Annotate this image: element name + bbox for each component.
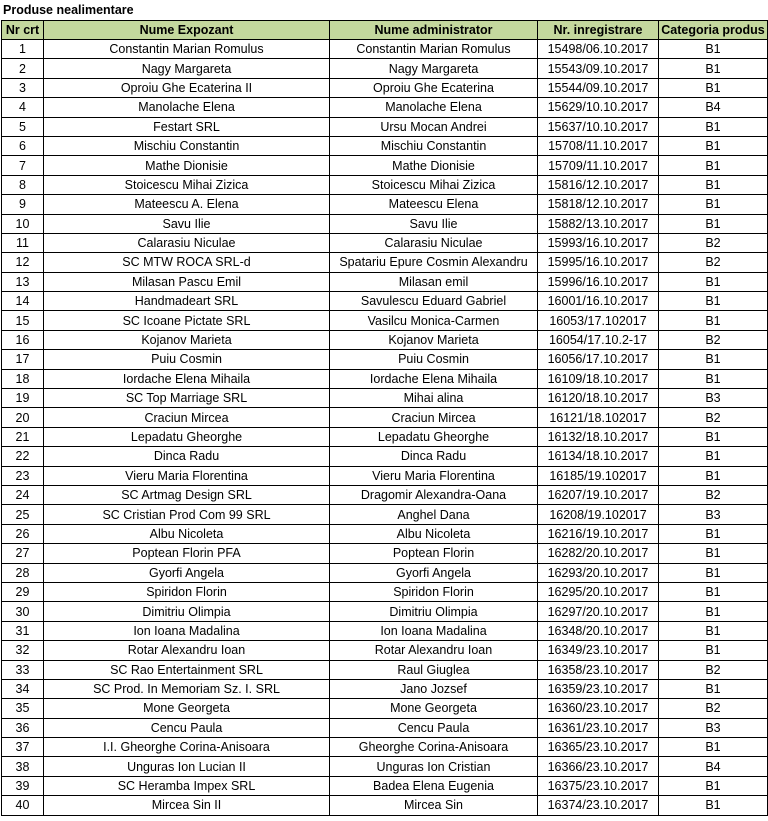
cell-nr-inregistrare: 16001/16.10.2017 bbox=[538, 292, 659, 311]
cell-categoria-produs: B1 bbox=[659, 214, 768, 233]
cell-nume-administrator: Manolache Elena bbox=[330, 98, 538, 117]
cell-nume-expozant: SC Icoane Pictate SRL bbox=[44, 311, 330, 330]
cell-categoria-produs: B1 bbox=[659, 466, 768, 485]
table-row bbox=[2, 796, 768, 815]
cell-nr-inregistrare: 15882/13.10.2017 bbox=[538, 214, 659, 233]
table-row bbox=[2, 427, 768, 446]
cell-nume-administrator: Badea Elena Eugenia bbox=[330, 776, 538, 795]
cell-nr-inregistrare: 16359/23.10.2017 bbox=[538, 679, 659, 698]
cell-categoria-produs: B1 bbox=[659, 311, 768, 330]
cell-nr-inregistrare: 15816/12.10.2017 bbox=[538, 175, 659, 194]
cell-nr-crt: 2 bbox=[2, 59, 44, 78]
cell-nume-expozant: Mathe Dionisie bbox=[44, 156, 330, 175]
cell-nr-crt: 8 bbox=[2, 175, 44, 194]
cell-nume-administrator: Stoicescu Mihai Zizica bbox=[330, 175, 538, 194]
cell-nume-administrator: Ion Ioana Madalina bbox=[330, 621, 538, 640]
table-body bbox=[2, 40, 768, 816]
cell-nume-administrator: Mateescu Elena bbox=[330, 195, 538, 214]
cell-nr-crt: 4 bbox=[2, 98, 44, 117]
cell-categoria-produs: B2 bbox=[659, 660, 768, 679]
table-row bbox=[2, 563, 768, 582]
cell-nume-administrator: Milasan emil bbox=[330, 272, 538, 291]
cell-nume-administrator: Albu Nicoleta bbox=[330, 524, 538, 543]
cell-nr-inregistrare: 15818/12.10.2017 bbox=[538, 195, 659, 214]
cell-nr-crt: 33 bbox=[2, 660, 44, 679]
cell-categoria-produs: B1 bbox=[659, 175, 768, 194]
table-row bbox=[2, 59, 768, 78]
cell-nr-crt: 11 bbox=[2, 233, 44, 252]
cell-categoria-produs: B1 bbox=[659, 350, 768, 369]
cell-nr-inregistrare: 15995/16.10.2017 bbox=[538, 253, 659, 272]
cell-nr-crt: 14 bbox=[2, 292, 44, 311]
cell-nr-crt: 38 bbox=[2, 757, 44, 776]
table-row bbox=[2, 466, 768, 485]
cell-nume-administrator: Spiridon Florin bbox=[330, 582, 538, 601]
cell-categoria-produs: B1 bbox=[659, 796, 768, 815]
cell-nume-administrator: Mone Georgeta bbox=[330, 699, 538, 718]
table-row bbox=[2, 369, 768, 388]
cell-categoria-produs: B1 bbox=[659, 272, 768, 291]
table-row bbox=[2, 175, 768, 194]
table-row bbox=[2, 156, 768, 175]
cell-nr-inregistrare: 15708/11.10.2017 bbox=[538, 136, 659, 155]
cell-nr-crt: 25 bbox=[2, 505, 44, 524]
table-row bbox=[2, 582, 768, 601]
cell-nume-administrator: Dinca Radu bbox=[330, 447, 538, 466]
cell-nume-expozant: Rotar Alexandru Ioan bbox=[44, 641, 330, 660]
cell-nume-administrator: Dimitriu Olimpia bbox=[330, 602, 538, 621]
cell-nr-inregistrare: 15498/06.10.2017 bbox=[538, 40, 659, 59]
cell-nume-administrator: Jano Jozsef bbox=[330, 679, 538, 698]
cell-nr-crt: 16 bbox=[2, 330, 44, 349]
cell-nume-expozant: Dinca Radu bbox=[44, 447, 330, 466]
cell-nume-expozant: Oproiu Ghe Ecaterina II bbox=[44, 78, 330, 97]
cell-nr-crt: 22 bbox=[2, 447, 44, 466]
cell-nume-expozant: SC Cristian Prod Com 99 SRL bbox=[44, 505, 330, 524]
cell-nr-crt: 26 bbox=[2, 524, 44, 543]
cell-nr-crt: 34 bbox=[2, 679, 44, 698]
cell-nr-inregistrare: 16185/19.102017 bbox=[538, 466, 659, 485]
table-row bbox=[2, 505, 768, 524]
cell-categoria-produs: B1 bbox=[659, 59, 768, 78]
cell-nume-expozant: SC Artmag Design SRL bbox=[44, 485, 330, 504]
cell-categoria-produs: B4 bbox=[659, 98, 768, 117]
cell-nr-inregistrare: 16056/17.10.2017 bbox=[538, 350, 659, 369]
cell-nr-crt: 23 bbox=[2, 466, 44, 485]
cell-categoria-produs: B1 bbox=[659, 447, 768, 466]
table-row bbox=[2, 524, 768, 543]
cell-nume-administrator: Gheorghe Corina-Anisoara bbox=[330, 738, 538, 757]
cell-nume-administrator: Ursu Mocan Andrei bbox=[330, 117, 538, 136]
cell-nr-crt: 40 bbox=[2, 796, 44, 815]
cell-nr-crt: 15 bbox=[2, 311, 44, 330]
table-row bbox=[2, 621, 768, 640]
cell-nume-administrator: Iordache Elena Mihaila bbox=[330, 369, 538, 388]
cell-nume-administrator: Oproiu Ghe Ecaterina bbox=[330, 78, 538, 97]
table-row bbox=[2, 699, 768, 718]
cell-nr-crt: 30 bbox=[2, 602, 44, 621]
cell-nr-crt: 6 bbox=[2, 136, 44, 155]
cell-nr-crt: 28 bbox=[2, 563, 44, 582]
cell-categoria-produs: B2 bbox=[659, 408, 768, 427]
cell-nr-crt: 10 bbox=[2, 214, 44, 233]
cell-nr-crt: 17 bbox=[2, 350, 44, 369]
cell-nume-expozant: Nagy Margareta bbox=[44, 59, 330, 78]
cell-nume-expozant: SC Prod. In Memoriam Sz. I. SRL bbox=[44, 679, 330, 698]
table-row bbox=[2, 718, 768, 737]
cell-nr-crt: 19 bbox=[2, 389, 44, 408]
header-nume-expozant: Nume Expozant bbox=[44, 21, 330, 40]
cell-categoria-produs: B1 bbox=[659, 292, 768, 311]
exhibitor-table bbox=[1, 20, 768, 816]
cell-nr-crt: 32 bbox=[2, 641, 44, 660]
cell-categoria-produs: B1 bbox=[659, 563, 768, 582]
cell-nr-crt: 3 bbox=[2, 78, 44, 97]
table-row bbox=[2, 544, 768, 563]
table-row bbox=[2, 408, 768, 427]
sheet-title: Produse nealimentare bbox=[3, 3, 134, 17]
cell-nr-inregistrare: 16365/23.10.2017 bbox=[538, 738, 659, 757]
table-row bbox=[2, 40, 768, 59]
cell-nr-inregistrare: 16366/23.10.2017 bbox=[538, 757, 659, 776]
table-row bbox=[2, 485, 768, 504]
cell-nume-expozant: Stoicescu Mihai Zizica bbox=[44, 175, 330, 194]
cell-nume-expozant: Spiridon Florin bbox=[44, 582, 330, 601]
cell-categoria-produs: B2 bbox=[659, 330, 768, 349]
header-row bbox=[2, 21, 768, 40]
table-row bbox=[2, 78, 768, 97]
cell-categoria-produs: B1 bbox=[659, 117, 768, 136]
cell-categoria-produs: B1 bbox=[659, 544, 768, 563]
cell-nume-administrator: Mischiu Constantin bbox=[330, 136, 538, 155]
cell-categoria-produs: B3 bbox=[659, 389, 768, 408]
cell-nume-administrator: Mathe Dionisie bbox=[330, 156, 538, 175]
cell-nume-expozant: SC Heramba Impex SRL bbox=[44, 776, 330, 795]
cell-categoria-produs: B1 bbox=[659, 427, 768, 446]
cell-nume-expozant: Puiu Cosmin bbox=[44, 350, 330, 369]
cell-nume-administrator: Vasilcu Monica-Carmen bbox=[330, 311, 538, 330]
cell-categoria-produs: B1 bbox=[659, 776, 768, 795]
table-row bbox=[2, 233, 768, 252]
cell-nume-expozant: Cencu Paula bbox=[44, 718, 330, 737]
cell-nr-crt: 21 bbox=[2, 427, 44, 446]
header-nr-crt: Nr crt bbox=[2, 21, 44, 40]
cell-nume-administrator: Unguras Ion Cristian bbox=[330, 757, 538, 776]
table-row bbox=[2, 136, 768, 155]
cell-nr-inregistrare: 16132/18.10.2017 bbox=[538, 427, 659, 446]
cell-nume-administrator: Vieru Maria Florentina bbox=[330, 466, 538, 485]
cell-nume-administrator: Raul Giuglea bbox=[330, 660, 538, 679]
cell-categoria-produs: B1 bbox=[659, 156, 768, 175]
cell-nume-expozant: Mischiu Constantin bbox=[44, 136, 330, 155]
cell-nr-crt: 29 bbox=[2, 582, 44, 601]
table-row bbox=[2, 253, 768, 272]
cell-nr-inregistrare: 15709/11.10.2017 bbox=[538, 156, 659, 175]
header-nume-administrator: Nume administrator bbox=[330, 21, 538, 40]
cell-nr-inregistrare: 16297/20.10.2017 bbox=[538, 602, 659, 621]
cell-nr-crt: 31 bbox=[2, 621, 44, 640]
cell-nume-expozant: Handmadeart SRL bbox=[44, 292, 330, 311]
cell-nr-inregistrare: 16375/23.10.2017 bbox=[538, 776, 659, 795]
cell-nume-administrator: Mircea Sin bbox=[330, 796, 538, 815]
cell-nr-inregistrare: 15993/16.10.2017 bbox=[538, 233, 659, 252]
cell-nr-crt: 18 bbox=[2, 369, 44, 388]
cell-categoria-produs: B4 bbox=[659, 757, 768, 776]
cell-nume-expozant: SC Top Marriage SRL bbox=[44, 389, 330, 408]
header-nr-inregistrare: Nr. inregistrare bbox=[538, 21, 659, 40]
cell-categoria-produs: B3 bbox=[659, 505, 768, 524]
cell-nr-inregistrare: 16358/23.10.2017 bbox=[538, 660, 659, 679]
cell-nume-administrator: Nagy Margareta bbox=[330, 59, 538, 78]
cell-nr-crt: 9 bbox=[2, 195, 44, 214]
cell-nr-inregistrare: 15629/10.10.2017 bbox=[538, 98, 659, 117]
cell-categoria-produs: B2 bbox=[659, 233, 768, 252]
cell-nume-expozant: SC MTW ROCA SRL-d bbox=[44, 253, 330, 272]
cell-nr-inregistrare: 16348/20.10.2017 bbox=[538, 621, 659, 640]
cell-nr-inregistrare: 16054/17.10.2-17 bbox=[538, 330, 659, 349]
cell-nr-inregistrare: 16121/18.102017 bbox=[538, 408, 659, 427]
cell-categoria-produs: B1 bbox=[659, 602, 768, 621]
cell-nr-inregistrare: 16282/20.10.2017 bbox=[538, 544, 659, 563]
cell-nr-inregistrare: 16120/18.10.2017 bbox=[538, 389, 659, 408]
cell-nr-inregistrare: 16208/19.102017 bbox=[538, 505, 659, 524]
cell-nr-inregistrare: 16374/23.10.2017 bbox=[538, 796, 659, 815]
table-row bbox=[2, 311, 768, 330]
cell-categoria-produs: B1 bbox=[659, 136, 768, 155]
cell-categoria-produs: B3 bbox=[659, 718, 768, 737]
cell-nr-crt: 13 bbox=[2, 272, 44, 291]
cell-nr-inregistrare: 15543/09.10.2017 bbox=[538, 59, 659, 78]
cell-nr-inregistrare: 15996/16.10.2017 bbox=[538, 272, 659, 291]
cell-nume-administrator: Poptean Florin bbox=[330, 544, 538, 563]
cell-nr-inregistrare: 16109/18.10.2017 bbox=[538, 369, 659, 388]
cell-nr-inregistrare: 15637/10.10.2017 bbox=[538, 117, 659, 136]
cell-nume-administrator: Anghel Dana bbox=[330, 505, 538, 524]
cell-categoria-produs: B1 bbox=[659, 524, 768, 543]
table-row bbox=[2, 757, 768, 776]
cell-nr-inregistrare: 16349/23.10.2017 bbox=[538, 641, 659, 660]
table-row bbox=[2, 776, 768, 795]
cell-categoria-produs: B1 bbox=[659, 738, 768, 757]
cell-nume-expozant: Mone Georgeta bbox=[44, 699, 330, 718]
table-row bbox=[2, 272, 768, 291]
table-row bbox=[2, 389, 768, 408]
cell-nume-expozant: Ion Ioana Madalina bbox=[44, 621, 330, 640]
cell-nr-crt: 1 bbox=[2, 40, 44, 59]
table-row bbox=[2, 195, 768, 214]
cell-nr-inregistrare: 16216/19.10.2017 bbox=[538, 524, 659, 543]
cell-nume-administrator: Gyorfi Angela bbox=[330, 563, 538, 582]
cell-nr-crt: 39 bbox=[2, 776, 44, 795]
table-row bbox=[2, 350, 768, 369]
table-row bbox=[2, 117, 768, 136]
cell-categoria-produs: B1 bbox=[659, 369, 768, 388]
cell-nume-administrator: Lepadatu Gheorghe bbox=[330, 427, 538, 446]
cell-categoria-produs: B1 bbox=[659, 679, 768, 698]
cell-nr-crt: 37 bbox=[2, 738, 44, 757]
table-row bbox=[2, 641, 768, 660]
cell-nr-inregistrare: 16295/20.10.2017 bbox=[538, 582, 659, 601]
cell-nume-administrator: Constantin Marian Romulus bbox=[330, 40, 538, 59]
cell-nume-expozant: Dimitriu Olimpia bbox=[44, 602, 330, 621]
cell-categoria-produs: B2 bbox=[659, 485, 768, 504]
cell-nr-inregistrare: 16361/23.10.2017 bbox=[538, 718, 659, 737]
cell-categoria-produs: B1 bbox=[659, 78, 768, 97]
cell-nume-expozant: Festart SRL bbox=[44, 117, 330, 136]
cell-nume-expozant: Manolache Elena bbox=[44, 98, 330, 117]
cell-nume-expozant: Iordache Elena Mihaila bbox=[44, 369, 330, 388]
cell-nr-crt: 35 bbox=[2, 699, 44, 718]
cell-nume-administrator: Cencu Paula bbox=[330, 718, 538, 737]
cell-nume-expozant: Albu Nicoleta bbox=[44, 524, 330, 543]
table-row bbox=[2, 292, 768, 311]
table-row bbox=[2, 214, 768, 233]
cell-nume-expozant: Craciun Mircea bbox=[44, 408, 330, 427]
cell-nume-expozant: SC Rao Entertainment SRL bbox=[44, 660, 330, 679]
cell-categoria-produs: B2 bbox=[659, 699, 768, 718]
cell-nume-administrator: Craciun Mircea bbox=[330, 408, 538, 427]
cell-nume-expozant: I.I. Gheorghe Corina-Anisoara bbox=[44, 738, 330, 757]
cell-nr-inregistrare: 16293/20.10.2017 bbox=[538, 563, 659, 582]
cell-nume-administrator: Rotar Alexandru Ioan bbox=[330, 641, 538, 660]
cell-nume-expozant: Kojanov Marieta bbox=[44, 330, 330, 349]
cell-nume-expozant: Unguras Ion Lucian II bbox=[44, 757, 330, 776]
table-row bbox=[2, 738, 768, 757]
cell-nr-inregistrare: 16134/18.10.2017 bbox=[538, 447, 659, 466]
header-categoria-produs: Categoria produs bbox=[659, 21, 768, 40]
cell-nr-inregistrare: 15544/09.10.2017 bbox=[538, 78, 659, 97]
cell-categoria-produs: B1 bbox=[659, 40, 768, 59]
cell-nr-crt: 20 bbox=[2, 408, 44, 427]
cell-nume-expozant: Calarasiu Niculae bbox=[44, 233, 330, 252]
cell-categoria-produs: B1 bbox=[659, 641, 768, 660]
cell-nume-administrator: Puiu Cosmin bbox=[330, 350, 538, 369]
cell-nume-administrator: Calarasiu Niculae bbox=[330, 233, 538, 252]
cell-categoria-produs: B1 bbox=[659, 582, 768, 601]
cell-nr-inregistrare: 16207/19.10.2017 bbox=[538, 485, 659, 504]
cell-nr-crt: 24 bbox=[2, 485, 44, 504]
table-row bbox=[2, 447, 768, 466]
table-row bbox=[2, 98, 768, 117]
cell-nr-crt: 7 bbox=[2, 156, 44, 175]
cell-nr-crt: 12 bbox=[2, 253, 44, 272]
cell-nume-administrator: Dragomir Alexandra-Oana bbox=[330, 485, 538, 504]
cell-nr-inregistrare: 16053/17.102017 bbox=[538, 311, 659, 330]
cell-nume-administrator: Mihai alina bbox=[330, 389, 538, 408]
cell-nume-expozant: Poptean Florin PFA bbox=[44, 544, 330, 563]
cell-categoria-produs: B2 bbox=[659, 253, 768, 272]
cell-nume-administrator: Spatariu Epure Cosmin Alexandru bbox=[330, 253, 538, 272]
cell-nume-expozant: Constantin Marian Romulus bbox=[44, 40, 330, 59]
cell-nr-inregistrare: 16360/23.10.2017 bbox=[538, 699, 659, 718]
cell-nume-expozant: Mircea Sin II bbox=[44, 796, 330, 815]
table-row bbox=[2, 679, 768, 698]
table-row bbox=[2, 330, 768, 349]
cell-nume-expozant: Gyorfi Angela bbox=[44, 563, 330, 582]
cell-nume-expozant: Vieru Maria Florentina bbox=[44, 466, 330, 485]
cell-nr-crt: 27 bbox=[2, 544, 44, 563]
cell-nume-administrator: Kojanov Marieta bbox=[330, 330, 538, 349]
cell-categoria-produs: B1 bbox=[659, 195, 768, 214]
cell-nume-administrator: Savu Ilie bbox=[330, 214, 538, 233]
cell-nume-expozant: Savu Ilie bbox=[44, 214, 330, 233]
cell-nume-expozant: Milasan Pascu Emil bbox=[44, 272, 330, 291]
cell-nume-expozant: Mateescu A. Elena bbox=[44, 195, 330, 214]
table-row bbox=[2, 602, 768, 621]
cell-nr-crt: 36 bbox=[2, 718, 44, 737]
cell-nume-expozant: Lepadatu Gheorghe bbox=[44, 427, 330, 446]
table-row bbox=[2, 660, 768, 679]
cell-nr-crt: 5 bbox=[2, 117, 44, 136]
cell-categoria-produs: B1 bbox=[659, 621, 768, 640]
cell-nume-administrator: Savulescu Eduard Gabriel bbox=[330, 292, 538, 311]
